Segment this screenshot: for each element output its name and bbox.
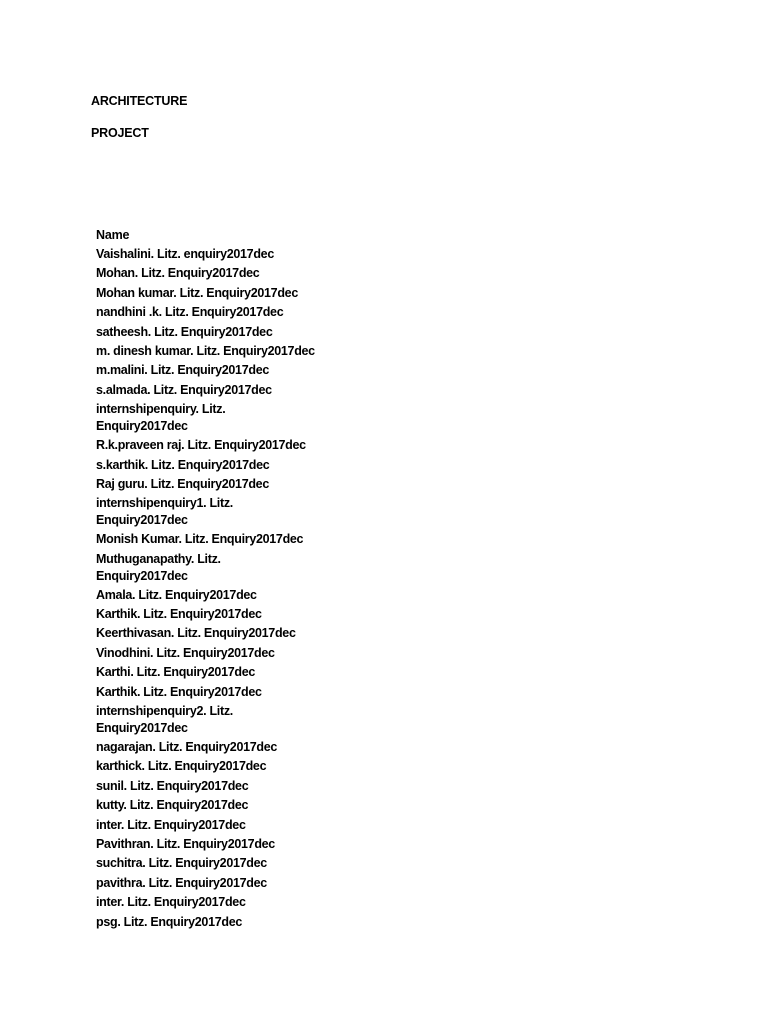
table-row: Karthik. Litz. Enquiry2017dec [96,684,262,699]
table-row: Keerthivasan. Litz. Enquiry2017dec [96,626,296,641]
table-row: Muthuganapathy. Litz. Enquiry2017dec [96,551,221,583]
table-row: sunil. Litz. Enquiry2017dec [96,778,249,793]
table-row: Monish Kumar. Litz. Enquiry2017dec [96,532,304,547]
table-row: Vaishalini. Litz. enquiry2017dec [96,247,274,261]
table-row: inter. Litz. Enquiry2017dec [96,817,246,832]
table-row: nagarajan. Litz. Enquiry2017dec [96,740,278,755]
table-row: Karthik. Litz. Enquiry2017dec [96,607,262,622]
table-row: inter. Litz. Enquiry2017dec [96,895,246,910]
table-row: karthick. Litz. Enquiry2017dec [96,759,267,774]
heading-architecture: ARCHITECTURE [91,94,188,108]
table-row: psg. Litz. Enquiry2017dec [96,914,243,929]
table-row: Karthi. Litz. Enquiry2017dec [96,665,256,680]
table-row: R.k.praveen raj. Litz. Enquiry2017dec [96,438,306,453]
table-row: satheesh. Litz. Enquiry2017dec [96,324,273,339]
table-row: internshipenquiry. Litz. Enquiry2017dec [96,402,226,434]
table-row: s.almada. Litz. Enquiry2017dec [96,382,272,397]
table-row: kutty. Litz. Enquiry2017dec [96,798,249,813]
table-row: suchitra. Litz. Enquiry2017dec [96,856,267,871]
table-row: Mohan. Litz. Enquiry2017dec [96,266,260,281]
name-table [96,227,356,933]
table-row: m.malini. Litz. Enquiry2017dec [96,363,270,378]
table-row: internshipenquiry2. Litz. Enquiry2017dec [96,704,233,736]
heading-project: PROJECT [91,126,149,140]
table-row: Amala. Litz. Enquiry2017dec [96,587,257,602]
column-header-name: Name [96,228,130,242]
table-row: s.karthik. Litz. Enquiry2017dec [96,457,270,472]
table-row: m. dinesh kumar. Litz. Enquiry2017dec [96,343,315,358]
table-row: Pavithran. Litz. Enquiry2017dec [96,836,275,851]
table-row: internshipenquiry1. Litz. Enquiry2017dec [96,496,233,528]
table-row: pavithra. Litz. Enquiry2017dec [96,875,267,890]
table-row: Vinodhini. Litz. Enquiry2017dec [96,645,275,660]
table-row: Raj guru. Litz. Enquiry2017dec [96,476,269,491]
table-row: nandhini .k. Litz. Enquiry2017dec [96,305,284,320]
table-row: Mohan kumar. Litz. Enquiry2017dec [96,285,298,300]
